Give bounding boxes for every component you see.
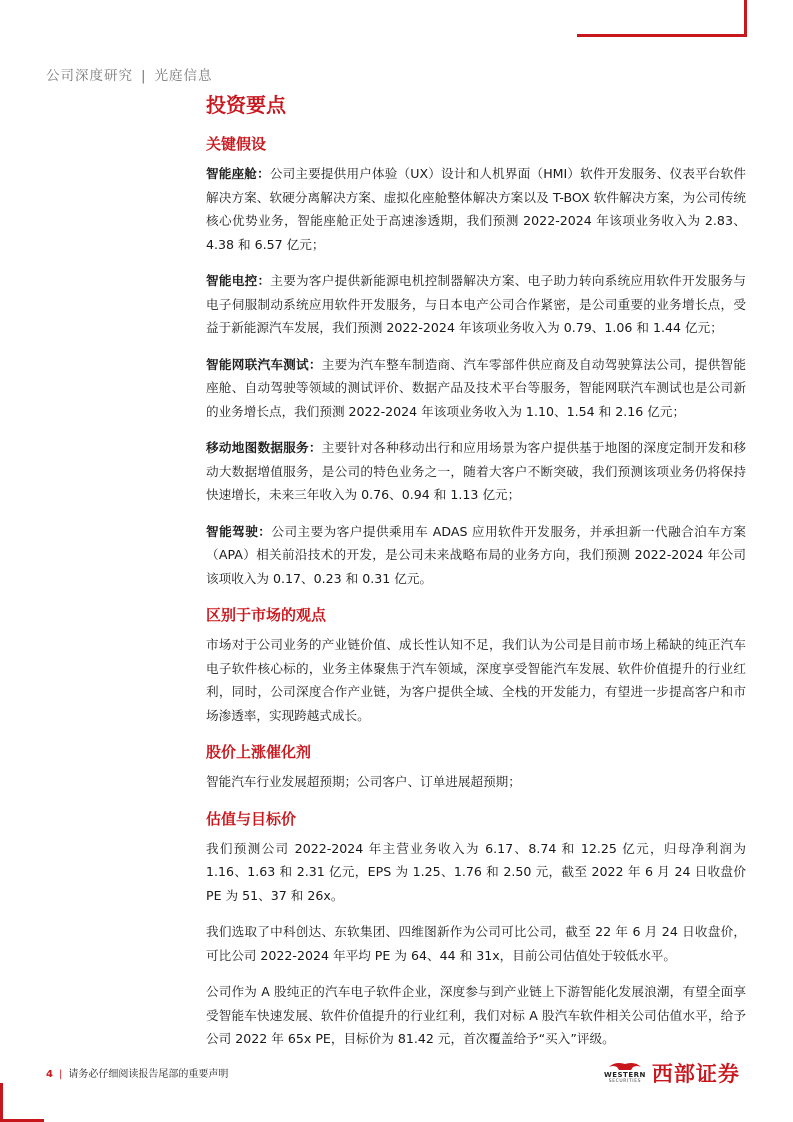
assumption-text: 主要为汽车整车制造商、汽车零部件供应商及自动驾驶算法公司，提供智能座舱、自动驾驶等领域的测试评价、数据产品及技术平台等服务，智能网联汽车测试也是公司新的业务增长点，我们预测 2022-2024 年该项业务收入为 1.10、1.54 和 2.16 亿元； (206, 356, 747, 419)
bull-icon (607, 1061, 643, 1071)
bottom-left-corner-frame (0, 1083, 44, 1122)
header-company: 光庭信息 (154, 68, 213, 84)
assumption-label: 智能驾驶： (206, 523, 272, 539)
assumption-text: 公司主要提供用户体验（UX）设计和人机界面（HMI）软件开发服务、仪表平台软件解决方案、软硬分离解决方案、虚拟化座舱整体解决方案以及 T-BOX 软件解决方案，为公司传统核心优势业务，智能座舱正处于高速渗透期，我们预测 2022-2024 年该项业务收入为 2.83、4.38 和 6.57 亿元； (206, 166, 746, 252)
valuation-paragraph: 我们选取了中科创达、东软集团、四维图新作为公司可比公司，截至 22 年 6 月 24 日收盘价，可比公司 2022-2024 年平均 PE 为 64、44 和 31x，目前公司估值处于较低水平。 (206, 924, 746, 963)
logo-en-sub: SECURITIES (608, 1079, 642, 1084)
assumption-text: 公司主要为客户提供乘用车 ADAS 应用软件开发服务，并承担新一代融合泊车方案（APA）相关前沿技术的开发，是公司未来战略布局的业务方向，我们预测 2022-2024 年公司该项收入为 0.17、0.23 和 0.31 亿元。 (206, 523, 746, 586)
assumption-text: 主要为客户提供新能源电机控制器解决方案、电子助力转向系统应用软件开发服务与电子伺服制动系统应用软件开发服务，与日本电产公司合作紧密，是公司重要的业务增长点，受益于新能源汽车发展，我们预测 2022-2024 年该项业务收入为 0.79、1.06 和 1.44 亿元； (206, 273, 747, 335)
disclaimer-text: 请务必仔细阅读报告尾部的重要声明 (68, 1069, 229, 1080)
section-heading-market-view: 区别于市场的观点 (206, 606, 327, 624)
assumption-connected-testing (206, 353, 746, 424)
header-category: 公司深度研究 (46, 68, 133, 84)
section-heading-key-assumptions: 关键假设 (206, 135, 267, 153)
valuation-paragraph: 我们预测公司 2022-2024 年主营业务收入为 6.17、8.74 和 12.25 亿元，归母净利润为 1.16、1.63 和 2.31 亿元，EPS 为 1.25、1.76 和 2.50 元，截至 2022 年 6 月 24 日收盘价 PE 为 51、37 和 26x。 (206, 840, 746, 903)
main-content (206, 90, 746, 1064)
page-title: 投资要点 (206, 93, 286, 117)
western-securities-logo (604, 1058, 740, 1088)
footer-disclaimer (46, 1065, 228, 1080)
assumption-label: 智能网联汽车测试： (206, 356, 322, 372)
footer-separator: | (58, 1069, 63, 1080)
top-right-corner-frame (577, 0, 747, 37)
assumption-smart-control (206, 269, 746, 340)
valuation-paragraph: 公司作为 A 股纯正的汽车电子软件企业，深度参与到产业链上下游智能化发展浪潮，有望全面享受智能车快速发展、软件价值提升的行业红利，我们对标 A 股汽车软件相关公司估值水平，给予公司 2022 年 65x PE，目标价为 81.42 元，首次覆盖给予“买入”评级。 (206, 984, 746, 1046)
header-separator: | (141, 68, 147, 84)
assumption-text: 主要针对各种移动出行和应用场景为客户提供基于地图的深度定制开发和移动大数据增值服务，是公司的特色业务之一，随着大客户不断突破，我们预测该项业务仍将保持快速增长，未来三年收入为 0.76、0.94 和 1.13 亿元； (206, 440, 747, 502)
assumption-label: 智能电控： (206, 273, 271, 288)
assumption-label: 移动地图数据服务： (206, 440, 322, 455)
market-view-text: 市场对于公司业务的产业链价值、成长性认知不足，我们认为公司是目前市场上稀缺的纯正汽车电子软件核心标的，业务主体聚焦于汽车领域，深度享受智能汽车发展、软件价值提升的行业红利，同时，公司深度合作产业链，为客户提供全域、全栈的开发能力，有望进一步提高客户和市场渗透率，实现跨越式成长。 (206, 637, 746, 723)
assumption-smart-cockpit (206, 162, 746, 256)
logo-mark (604, 1061, 646, 1085)
assumption-smart-driving (206, 520, 746, 591)
logo-en: WESTERN (604, 1071, 646, 1079)
section-heading-catalysts: 股价上涨催化剂 (206, 743, 312, 761)
assumption-label: 智能座舱： (206, 166, 270, 181)
running-header (46, 64, 213, 84)
catalysts-text: 智能汽车行业发展超预期；公司客户、订单进展超预期； (206, 774, 521, 789)
page-number: 4 (46, 1069, 53, 1080)
assumption-map-data (206, 436, 746, 507)
section-heading-valuation: 估值与目标价 (206, 809, 297, 828)
logo-cn: 西部证券 (651, 1062, 740, 1086)
